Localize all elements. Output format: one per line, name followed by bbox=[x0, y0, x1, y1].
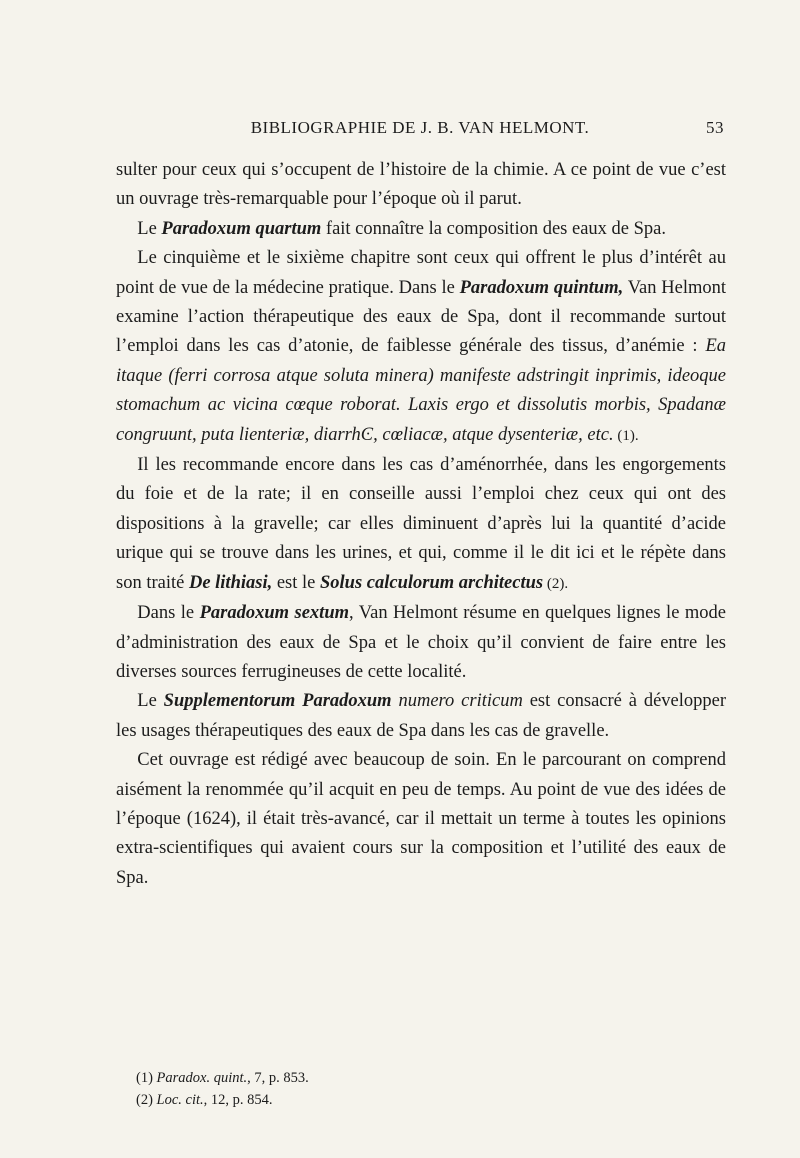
text-run: Le bbox=[137, 691, 164, 712]
paragraph-1 bbox=[116, 156, 726, 215]
work-title: Paradoxum bbox=[302, 691, 392, 712]
work-title: De lithiasi, bbox=[188, 572, 273, 593]
page-number: 53 bbox=[706, 118, 724, 137]
text-run: Cet ouvrage est rédigé avec beaucoup de soin. En le parcourant on comprend aisément la renommée qu’il acquit en peu de temps. Au point de vue des idées de l’époque (1624), il était très-avancé, car il mettait un terme à toutes les opinions extra-scientifiques qui avaient cours sur la composition et l’utilité des eaux de Spa. bbox=[116, 750, 726, 888]
text-run: Il les recommande encore dans les cas d’aménorrhée, dans les engorgements du foie et de la rate; il en conseille aussi l’emploi chez ceux qui ont des dispositions à la gravelle; car elles diminuent d’après lui la quantité d’acide urique qui se trouve dans les urines, et qui, comme il le dit ici et le répète dans son traité bbox=[116, 455, 726, 593]
paragraph-1-text: sulter pour ceux qui s’occupent de l’histoire de la chimie. A ce point de vue c’est un ouvrage très-remarquable pour l’époque où il parut. bbox=[116, 160, 726, 210]
text-run: Le bbox=[137, 218, 162, 239]
work-title: Paradoxum quartum bbox=[161, 218, 322, 239]
running-title: BIBLIOGRAPHIE DE J. B. VAN HELMONT. bbox=[250, 118, 590, 137]
footnote-reference: (2). bbox=[543, 575, 569, 592]
text-run: est le bbox=[272, 572, 320, 593]
text-run: Dans le bbox=[137, 603, 200, 624]
text-run: fait connaître la composition des eaux de Spa. bbox=[321, 218, 666, 239]
paragraph-6 bbox=[116, 687, 726, 746]
running-head bbox=[116, 118, 724, 144]
paragraph-3 bbox=[116, 244, 726, 451]
paragraph-5 bbox=[116, 599, 726, 687]
text-run: est consacré à développer les usages thérapeutiques des eaux de Spa dans les cas de gravelle. bbox=[116, 691, 727, 741]
text-run: Van Helmont examine l’action thérapeutique des eaux de Spa, dont il recommande surtout l’emploi dans les cas d’atonie, de faiblesse générale des tissus, d’anémie : bbox=[116, 277, 727, 357]
paragraph-7 bbox=[116, 746, 726, 893]
body-text bbox=[116, 156, 726, 893]
footnote-detail: , 12, p. 854. bbox=[203, 1092, 273, 1108]
footnote-number: (2) bbox=[136, 1092, 157, 1108]
work-title: numero criticum bbox=[398, 691, 523, 712]
paragraph-2 bbox=[116, 215, 726, 244]
latin-quotation: Ea itaque (ferri corrosa atque soluta minera) manifeste adstringit inprimis, ideoque stomachum ac vicina cœque roborat. Laxis ergo et dissolutis morbis, Spadanæ congruunt, puta lienteriæ, diarrhϾ, cœliacæ, atque dysenteriæ, etc. bbox=[116, 336, 726, 445]
paragraph-4 bbox=[116, 451, 726, 599]
work-title: Paradoxum quintum, bbox=[459, 277, 624, 298]
footnote-detail: , 7, p. 853. bbox=[247, 1070, 309, 1086]
text-run: Le cinquième et le sixième chapitre sont ceux qui offrent le plus d’intérêt au point de vue de la médecine pratique. Dans le bbox=[116, 248, 726, 298]
footnotes bbox=[136, 1067, 696, 1111]
work-title: Solus calculorum architectus bbox=[320, 572, 544, 593]
footnote-source: Loc. cit. bbox=[156, 1092, 204, 1108]
footnote-number: (1) bbox=[136, 1070, 157, 1086]
footnote-2 bbox=[136, 1089, 696, 1111]
footnote-1 bbox=[136, 1067, 696, 1089]
footnote-reference: (1). bbox=[613, 427, 639, 444]
text-run: , Van Helmont résume en quelques lignes le mode d’administration des eaux de Spa et le choix qu’il convient de faire entre les diverses sources ferrugineuses de cette localité. bbox=[116, 603, 726, 682]
footnote-source: Paradox. quint. bbox=[156, 1070, 248, 1086]
work-title: Paradoxum sextum bbox=[199, 603, 350, 624]
work-title: Supplementorum bbox=[163, 691, 296, 712]
